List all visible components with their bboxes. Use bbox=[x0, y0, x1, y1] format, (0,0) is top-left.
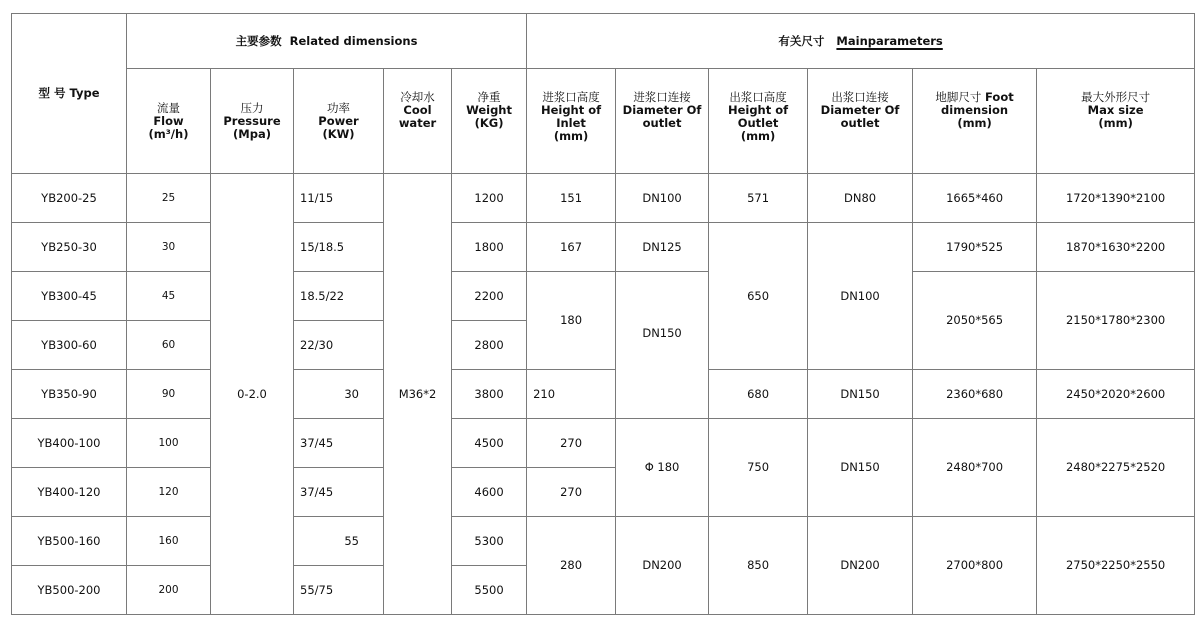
type-cell: YB350-90 bbox=[12, 370, 127, 419]
group-header-row bbox=[12, 14, 1195, 69]
col-power-unit: (KW) bbox=[322, 126, 355, 141]
weight-cell: 1800 bbox=[452, 223, 527, 272]
inlet-conn-cell: DN125 bbox=[616, 223, 709, 272]
max-size-cell: 1720*1390*2100 bbox=[1037, 174, 1195, 223]
group1-cn: 主要参数 bbox=[235, 33, 282, 48]
col-foot-en1: Foot bbox=[985, 90, 1014, 104]
outlet-conn-cell: DN100 bbox=[808, 223, 913, 370]
pressure-cell: 0-2.0 bbox=[211, 174, 294, 615]
outlet-height-cell: 571 bbox=[709, 174, 808, 223]
outlet-conn-cell: DN80 bbox=[808, 174, 913, 223]
flow-cell: 100 bbox=[127, 419, 211, 468]
spec-table bbox=[11, 13, 1195, 615]
foot-cell: 2480*700 bbox=[913, 419, 1037, 517]
weight-cell: 4600 bbox=[452, 468, 527, 517]
weight-cell: 1200 bbox=[452, 174, 527, 223]
outlet-height-cell: 750 bbox=[709, 419, 808, 517]
flow-cell: 45 bbox=[127, 272, 211, 321]
col-outlet-h-cn: 出浆口高度 bbox=[729, 90, 787, 104]
col-outlet-conn-cn: 出浆口连接 bbox=[831, 90, 889, 104]
outlet-conn-cell: DN150 bbox=[808, 419, 913, 517]
col-outlet-h-unit: (mm) bbox=[740, 129, 776, 143]
col-pressure bbox=[211, 69, 294, 174]
col-flow-en: Flow bbox=[153, 113, 184, 128]
foot-cell: 1790*525 bbox=[913, 223, 1037, 272]
foot-cell: 2360*680 bbox=[913, 370, 1037, 419]
table-row bbox=[12, 272, 1195, 321]
inlet-conn-cell: DN100 bbox=[616, 174, 709, 223]
col-foot-en2: dimension bbox=[941, 103, 1009, 117]
col-outlet-conn-en1: Diameter Of bbox=[820, 103, 900, 117]
col-flow bbox=[127, 69, 211, 174]
inlet-height-cell: 270 bbox=[527, 419, 616, 468]
inlet-height-cell: 210 bbox=[527, 370, 616, 419]
table-row bbox=[12, 223, 1195, 272]
col-flow-unit: (m³/h) bbox=[148, 126, 189, 141]
col-max-cn: 最大外形尺寸 bbox=[1081, 90, 1151, 104]
col-power-cn: 功率 bbox=[327, 100, 350, 115]
power-cell: 37/45 bbox=[294, 468, 384, 517]
type-cell: YB400-100 bbox=[12, 419, 127, 468]
flow-cell: 90 bbox=[127, 370, 211, 419]
inlet-height-cell: 270 bbox=[527, 468, 616, 517]
col-inlet-height bbox=[527, 69, 616, 174]
type-cell: YB500-200 bbox=[12, 566, 127, 615]
inlet-conn-cell: DN200 bbox=[616, 517, 709, 615]
type-cell: YB400-120 bbox=[12, 468, 127, 517]
power-cell: 55 bbox=[294, 517, 384, 566]
col-max-unit: (mm) bbox=[1098, 116, 1133, 130]
flow-cell: 25 bbox=[127, 174, 211, 223]
group-related-dimensions bbox=[127, 14, 527, 69]
col-weight-unit: (KG) bbox=[474, 116, 504, 130]
table-row bbox=[12, 517, 1195, 566]
col-power-en: Power bbox=[318, 113, 359, 128]
flow-cell: 60 bbox=[127, 321, 211, 370]
outlet-height-cell: 850 bbox=[709, 517, 808, 615]
outlet-conn-cell: DN200 bbox=[808, 517, 913, 615]
col-pressure-unit: (Mpa) bbox=[233, 126, 271, 141]
col-outlet-h-en2: Outlet bbox=[737, 116, 779, 130]
max-size-cell: 1870*1630*2200 bbox=[1037, 223, 1195, 272]
col-foot-cn: 地脚尺寸 bbox=[935, 90, 982, 104]
col-max-en: Max size bbox=[1087, 103, 1144, 117]
type-cell: YB300-45 bbox=[12, 272, 127, 321]
foot-cell: 2700*800 bbox=[913, 517, 1037, 615]
col-outlet-conn-en2: outlet bbox=[840, 116, 880, 130]
cool-water-cell: M36*2 bbox=[384, 174, 452, 615]
inlet-height-cell: 280 bbox=[527, 517, 616, 615]
col-weight bbox=[452, 69, 527, 174]
power-cell: 11/15 bbox=[294, 174, 384, 223]
flow-cell: 120 bbox=[127, 468, 211, 517]
power-cell: 15/18.5 bbox=[294, 223, 384, 272]
foot-cell: 2050*565 bbox=[913, 272, 1037, 370]
inlet-height-cell: 167 bbox=[527, 223, 616, 272]
type-cell: YB250-30 bbox=[12, 223, 127, 272]
col-inlet-conn-en2: outlet bbox=[642, 116, 682, 130]
outlet-conn-cell: DN150 bbox=[808, 370, 913, 419]
flow-cell: 30 bbox=[127, 223, 211, 272]
col-weight-cn: 净重 bbox=[477, 90, 501, 104]
type-header bbox=[12, 14, 127, 174]
col-inlet-unit: (mm) bbox=[553, 129, 589, 143]
col-inlet-en: Height of Inlet bbox=[540, 103, 602, 130]
table-row bbox=[12, 370, 1195, 419]
col-outlet-h-en1: Height of bbox=[727, 103, 789, 117]
weight-cell: 3800 bbox=[452, 370, 527, 419]
max-size-cell: 2150*1780*2300 bbox=[1037, 272, 1195, 370]
inlet-height-cell: 180 bbox=[527, 272, 616, 370]
col-outlet-connection bbox=[808, 69, 913, 174]
col-inlet-connection bbox=[616, 69, 709, 174]
type-cell: YB300-60 bbox=[12, 321, 127, 370]
group1-en: Related dimensions bbox=[289, 33, 418, 48]
group2-cn: 有关尺寸 bbox=[778, 33, 825, 48]
col-pressure-cn: 压力 bbox=[240, 100, 264, 115]
flow-cell: 200 bbox=[127, 566, 211, 615]
group-mainparameters bbox=[527, 14, 1195, 69]
weight-cell: 4500 bbox=[452, 419, 527, 468]
type-cell: YB200-25 bbox=[12, 174, 127, 223]
inlet-conn-cell: Φ 180 bbox=[616, 419, 709, 517]
power-cell: 30 bbox=[294, 370, 384, 419]
col-max-size bbox=[1037, 69, 1195, 174]
col-pressure-en: Pressure bbox=[223, 113, 281, 128]
power-cell: 55/75 bbox=[294, 566, 384, 615]
outlet-height-cell: 680 bbox=[709, 370, 808, 419]
max-size-cell: 2480*2275*2520 bbox=[1037, 419, 1195, 517]
weight-cell: 2800 bbox=[452, 321, 527, 370]
weight-cell: 2200 bbox=[452, 272, 527, 321]
flow-cell: 160 bbox=[127, 517, 211, 566]
col-cool-en: Cool water bbox=[398, 103, 437, 130]
col-cool-water bbox=[384, 69, 452, 174]
group2-en: Mainparameters bbox=[836, 33, 943, 48]
col-outlet-height bbox=[709, 69, 808, 174]
weight-cell: 5300 bbox=[452, 517, 527, 566]
foot-cell: 1665*460 bbox=[913, 174, 1037, 223]
power-cell: 22/30 bbox=[294, 321, 384, 370]
col-inlet-conn-cn: 进浆口连接 bbox=[633, 90, 691, 104]
col-inlet-cn: 进浆口高度 bbox=[542, 90, 600, 104]
power-cell: 18.5/22 bbox=[294, 272, 384, 321]
power-cell: 37/45 bbox=[294, 419, 384, 468]
inlet-height-cell: 151 bbox=[527, 174, 616, 223]
table-row bbox=[12, 174, 1195, 223]
type-header-label: 型 号 Type bbox=[38, 86, 100, 100]
column-header-row bbox=[12, 69, 1195, 174]
col-cool-cn: 冷却水 bbox=[400, 90, 435, 104]
weight-cell: 5500 bbox=[452, 566, 527, 615]
table-row bbox=[12, 419, 1195, 468]
max-size-cell: 2750*2250*2550 bbox=[1037, 517, 1195, 615]
type-cell: YB500-160 bbox=[12, 517, 127, 566]
col-inlet-conn-en1: Diameter Of bbox=[622, 103, 702, 117]
col-weight-en: Weight bbox=[466, 103, 512, 117]
outlet-height-cell: 650 bbox=[709, 223, 808, 370]
col-flow-cn: 流量 bbox=[157, 100, 180, 115]
col-power bbox=[294, 69, 384, 174]
inlet-conn-cell: DN150 bbox=[616, 272, 709, 419]
col-foot-dimension bbox=[913, 69, 1037, 174]
col-foot-unit: (mm) bbox=[957, 116, 992, 130]
max-size-cell: 2450*2020*2600 bbox=[1037, 370, 1195, 419]
